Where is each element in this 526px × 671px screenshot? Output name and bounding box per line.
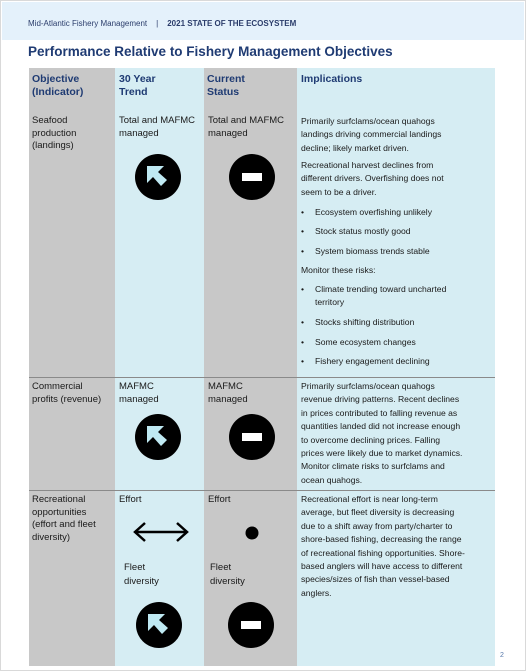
monitor-risks-label: Monitor these risks: bbox=[301, 265, 376, 275]
col-header-status-line2: Status bbox=[207, 86, 240, 98]
recreational-objective-line: opportunities bbox=[32, 506, 87, 518]
commercial-status-label bbox=[208, 381, 248, 406]
near-long-term-average-icon bbox=[228, 153, 276, 201]
col-header-trend-line2: Trend bbox=[119, 86, 148, 98]
col-header-status-line1: Current bbox=[207, 73, 245, 85]
seafood-trend-label-line: Total and MAFMC bbox=[119, 115, 196, 126]
row-divider bbox=[29, 490, 495, 491]
seafood-objective bbox=[32, 115, 76, 153]
impl-line: Monitor climate risks to surfclams and bbox=[301, 461, 445, 472]
recreational-objective-line: (effort and fleet bbox=[32, 519, 96, 530]
page-number: 2 bbox=[500, 652, 504, 659]
header-report: 2021 STATE OF THE ECOSYSTEM bbox=[167, 19, 297, 28]
objective-column-bg bbox=[29, 68, 115, 666]
col-header-trend bbox=[119, 73, 156, 99]
impl-line: shore-based fishing, decreasing the range bbox=[301, 534, 462, 545]
below-long-term-average-icon bbox=[134, 153, 182, 201]
below-long-term-average-icon bbox=[135, 601, 183, 649]
impl-line: anglers. bbox=[301, 587, 332, 598]
bullet-continuation: territory bbox=[315, 297, 345, 307]
bullet-item: • Stock status mostly good bbox=[301, 226, 411, 236]
bullet-item: • Some ecosystem changes bbox=[301, 337, 416, 347]
recreational-objective-line: diversity) bbox=[32, 531, 71, 543]
seafood-objective-line: (landings) bbox=[32, 140, 74, 151]
commercial-objective-line: profits (revenue) bbox=[32, 393, 102, 405]
below-long-term-average-icon bbox=[134, 413, 182, 461]
impl-line: based anglers will have access to different bbox=[301, 561, 463, 572]
commercial-trend-label-line: MAFMC bbox=[119, 381, 154, 392]
commercial-objective-line: Commercial bbox=[32, 381, 83, 392]
bullet-text: Fishery engagement declining bbox=[315, 356, 430, 366]
commercial-trend-label-line: managed bbox=[119, 393, 159, 405]
header-org: Mid-Atlantic Fishery Management bbox=[28, 19, 148, 28]
impl-line: prices were likely due to market dynamics. bbox=[301, 448, 463, 459]
commercial-objective bbox=[32, 381, 101, 406]
seafood-trend-label bbox=[119, 115, 195, 140]
impl-line: of recreational fishing opportunities. Shore- bbox=[301, 547, 465, 558]
impl-line: average, but fleet diversity is decreasing bbox=[301, 507, 455, 518]
impl-line: ocean quahogs. bbox=[301, 474, 363, 485]
seafood-status-label-line: Total and MAFMC bbox=[208, 115, 285, 126]
seafood-objective-line: production bbox=[32, 127, 77, 139]
recreational-trend-fleet-label bbox=[124, 561, 159, 589]
page-title: Performance Relative to Fishery Management Objectives bbox=[28, 44, 393, 59]
seafood-trend-label-line: managed bbox=[119, 127, 159, 139]
impl-line: revenue driving patterns. Recent declines bbox=[301, 394, 460, 405]
near-long-term-average-icon bbox=[227, 601, 275, 649]
impl-line: decline; likely market driven. bbox=[301, 142, 409, 153]
bullet-text: Some ecosystem changes bbox=[315, 337, 416, 347]
recreational-objective bbox=[32, 494, 96, 544]
recreational-implications bbox=[301, 493, 495, 600]
near-long-term-average-icon bbox=[228, 413, 276, 461]
fleet-label-line: diversity bbox=[210, 576, 245, 587]
impl-line: seem to be a driver. bbox=[301, 186, 377, 197]
bullet-text: Stock status mostly good bbox=[315, 226, 411, 236]
impl-line: landings driving commercial landings bbox=[301, 129, 442, 140]
commercial-trend-label bbox=[119, 381, 159, 406]
commercial-status-label-line: MAFMC bbox=[208, 381, 243, 392]
col-header-implications: Implications bbox=[301, 73, 363, 85]
impl-line: to overcome declining prices. Falling bbox=[301, 434, 440, 445]
no-status-dot-icon bbox=[245, 526, 259, 540]
recreational-trend-effort-label: Effort bbox=[119, 494, 142, 505]
col-header-objective-line2: (Indicator) bbox=[32, 86, 84, 98]
impl-line: due to a shift away from party/charter to bbox=[301, 520, 453, 531]
bullet-item: • System biomass trends stable bbox=[301, 246, 430, 256]
header-text bbox=[28, 19, 296, 28]
impl-line: Primarily surfclams/ocean quahogs bbox=[301, 116, 435, 126]
fleet-label-line: diversity bbox=[124, 576, 159, 587]
recreational-objective-line: Recreational bbox=[32, 494, 86, 505]
seafood-status-label bbox=[208, 115, 284, 140]
impl-line: Recreational effort is near long-term bbox=[301, 494, 438, 504]
recreational-status-fleet-label bbox=[210, 561, 245, 589]
no-trend-arrow-icon bbox=[131, 519, 191, 545]
commercial-status-label-line: managed bbox=[208, 393, 248, 405]
seafood-implications-p1 bbox=[301, 115, 495, 155]
row-divider bbox=[29, 377, 495, 378]
recreational-status-effort-label: Effort bbox=[208, 494, 231, 505]
page-header bbox=[2, 2, 524, 40]
col-header-objective-line1: Objective bbox=[32, 73, 80, 85]
impl-line: Recreational harvest declines from bbox=[301, 160, 434, 170]
bullet-item: • Ecosystem overfishing unlikely bbox=[301, 207, 433, 217]
header-separator: | bbox=[156, 19, 159, 28]
seafood-status-label-line: managed bbox=[208, 127, 248, 139]
bullet-item: • Climate trending toward uncharted bbox=[301, 284, 447, 294]
seafood-implications-p2 bbox=[301, 159, 495, 199]
impl-line: species/sizes of fish than vessel-based bbox=[301, 574, 450, 585]
col-header-status bbox=[207, 73, 245, 99]
impl-line: in prices contributed to falling revenue as bbox=[301, 407, 458, 418]
fleet-label-line: Fleet bbox=[124, 562, 146, 573]
bullet-text: Ecosystem overfishing unlikely bbox=[315, 207, 433, 217]
seafood-objective-line: Seafood bbox=[32, 115, 68, 126]
bullet-text: System biomass trends stable bbox=[315, 246, 430, 256]
impl-line: Primarily surfclams/ocean quahogs bbox=[301, 381, 435, 391]
impl-line: quantities landed did not increase enough bbox=[301, 421, 461, 432]
impl-line: different drivers. Overfishing does not bbox=[301, 173, 444, 184]
col-header-trend-line1: 30 Year bbox=[119, 73, 156, 85]
col-header-objective bbox=[32, 73, 83, 99]
bullet-text: Climate trending toward uncharted bbox=[315, 284, 447, 294]
bullet-item: • Fishery engagement declining bbox=[301, 356, 430, 366]
bullet-text: Stocks shifting distribution bbox=[315, 317, 415, 327]
commercial-implications bbox=[301, 380, 495, 487]
bullet-item: • Stocks shifting distribution bbox=[301, 317, 415, 327]
fleet-label-line: Fleet bbox=[210, 562, 232, 573]
